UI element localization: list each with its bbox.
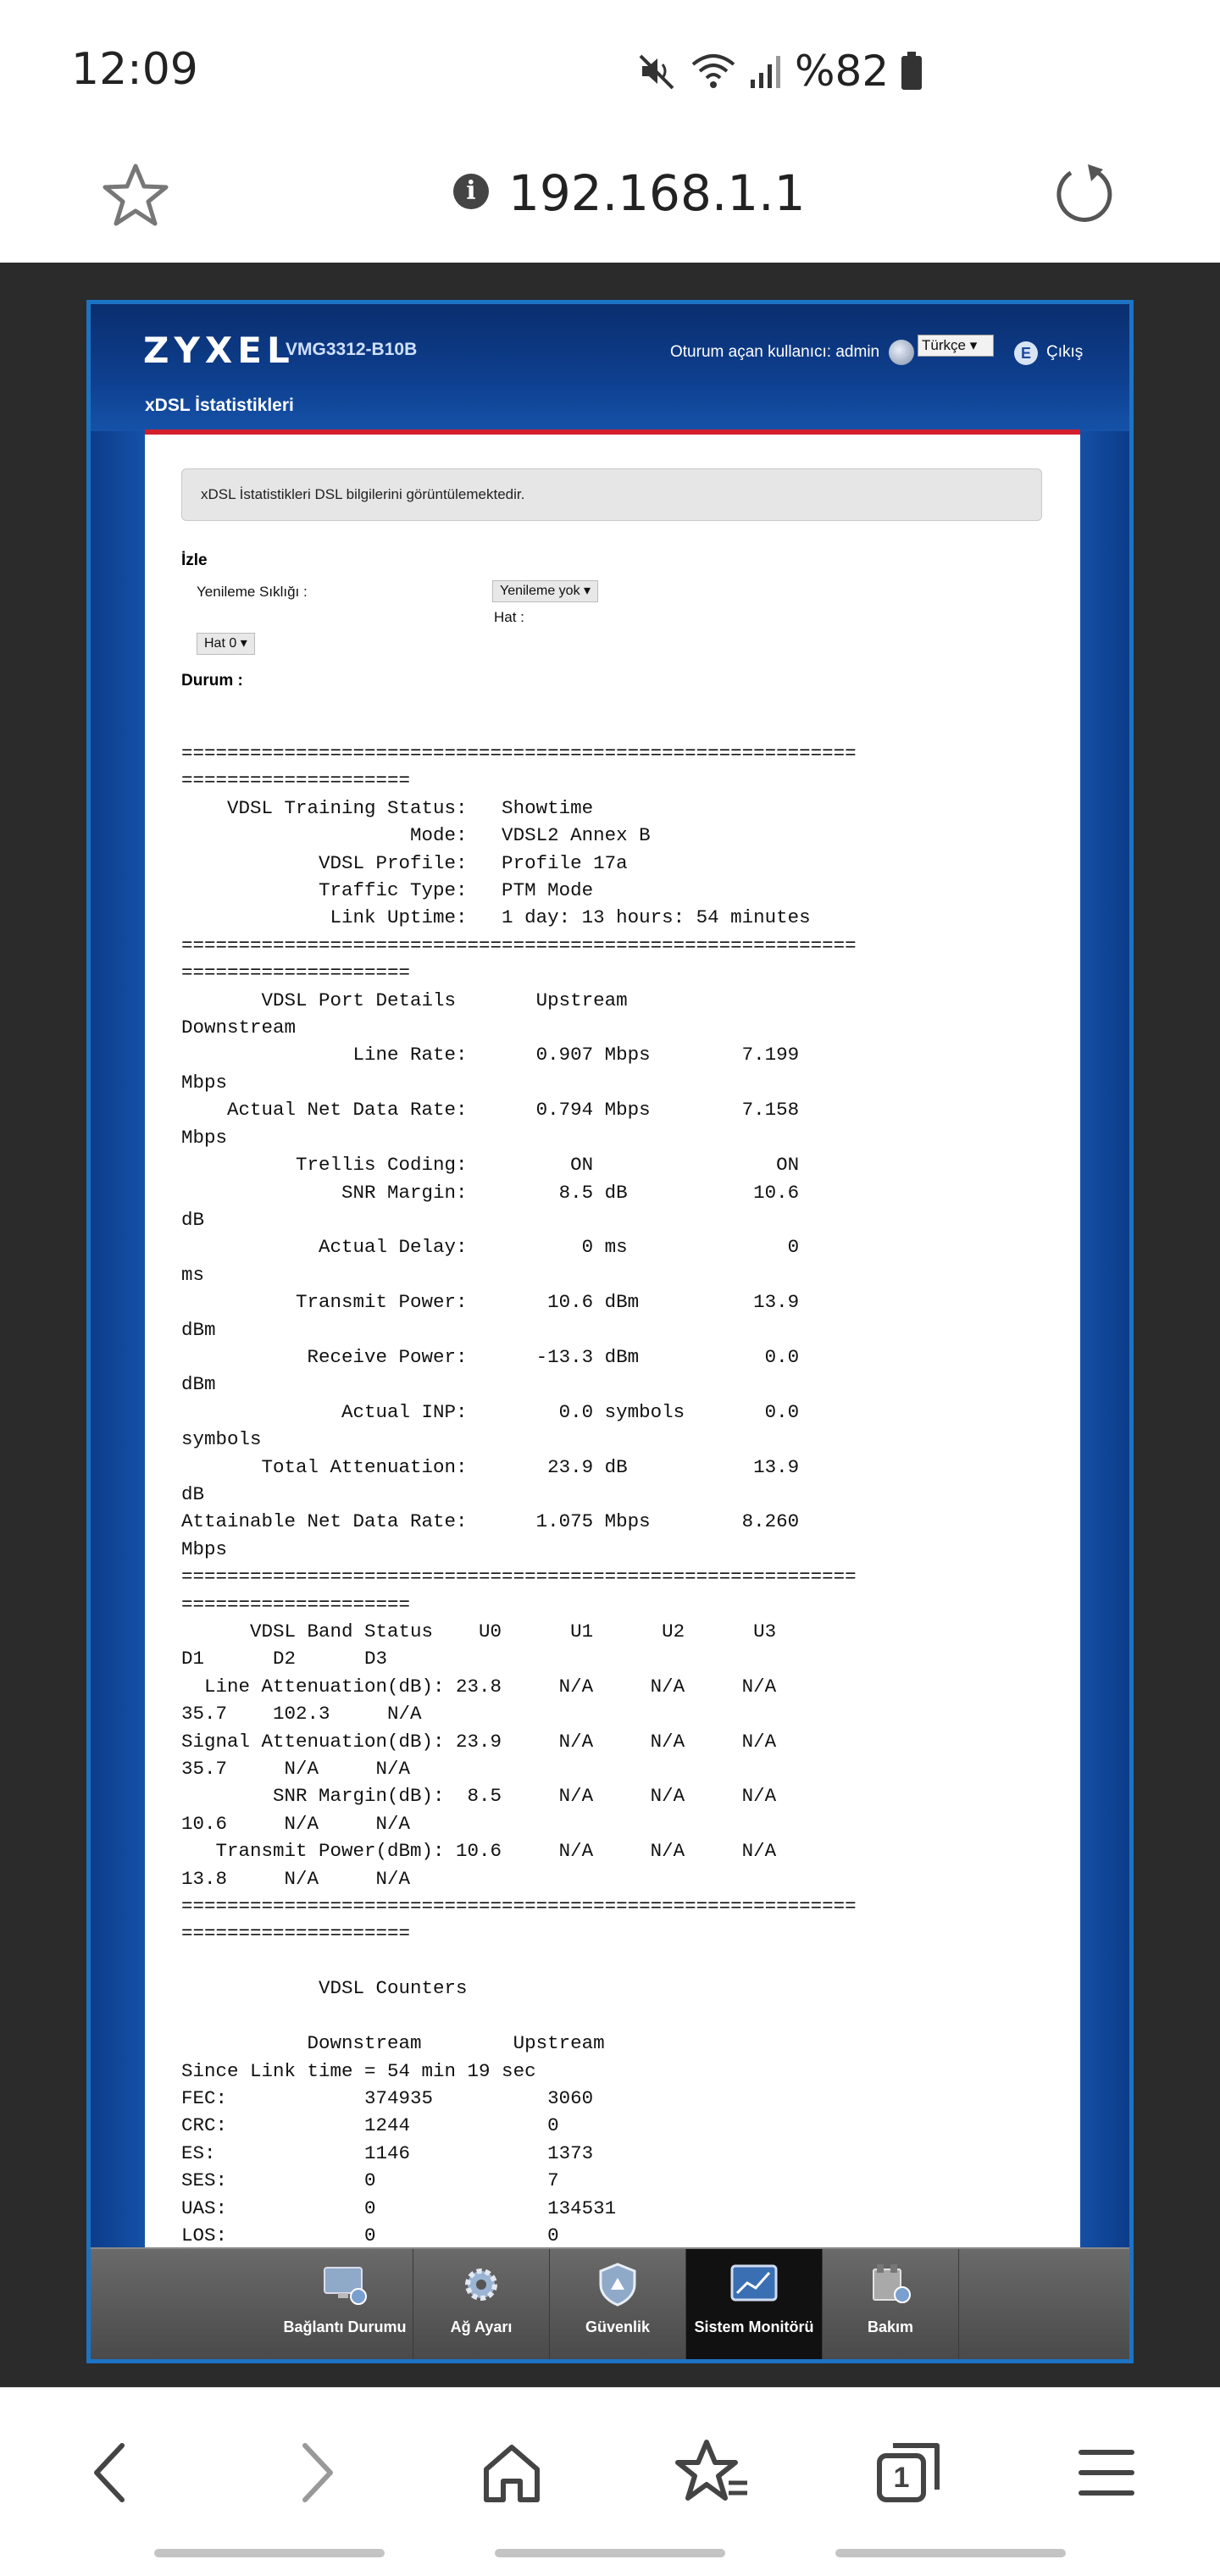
reload-icon[interactable] bbox=[1051, 161, 1118, 229]
status-section-title: Durum : bbox=[181, 672, 243, 690]
nav-label: Bağlantı Durumu bbox=[283, 2318, 407, 2335]
line-value: Hat 0 bbox=[204, 636, 237, 651]
site-info-icon[interactable]: i bbox=[453, 174, 489, 209]
gesture-handle bbox=[835, 2549, 1066, 2557]
menu-icon[interactable] bbox=[1064, 2430, 1149, 2515]
chevron-down-icon: ▾ bbox=[584, 584, 591, 598]
url-field[interactable]: 192.168.1.1 bbox=[508, 164, 806, 222]
signal-icon bbox=[749, 51, 783, 91]
monitor-icon bbox=[321, 2261, 369, 2308]
battery-percent: %82 bbox=[795, 47, 890, 96]
nav-system-monitor[interactable] bbox=[686, 2249, 823, 2359]
status-time: 12:09 bbox=[71, 44, 198, 95]
chevron-down-icon: ▾ bbox=[969, 337, 978, 353]
chevron-down-icon: ▾ bbox=[240, 636, 247, 651]
nav-label: Bakım bbox=[867, 2318, 914, 2335]
bookmarks-icon[interactable] bbox=[669, 2430, 754, 2515]
status-bar bbox=[0, 0, 1220, 136]
content-panel bbox=[145, 429, 1080, 2357]
language-value: Türkçe bbox=[922, 337, 966, 353]
back-icon[interactable] bbox=[69, 2430, 154, 2515]
tools-icon bbox=[867, 2261, 914, 2308]
monitor-section-title: İzle bbox=[181, 551, 208, 569]
page-title: xDSL İstatistikleri bbox=[145, 396, 294, 415]
globe-icon bbox=[889, 340, 914, 365]
web-content bbox=[0, 263, 1220, 2387]
refresh-rate-select[interactable] bbox=[492, 580, 598, 602]
router-nav bbox=[91, 2247, 1129, 2359]
wifi-icon bbox=[690, 51, 737, 91]
forward-icon[interactable] bbox=[273, 2430, 358, 2515]
logout-link[interactable]: Çıkış bbox=[1046, 343, 1084, 361]
nav-security[interactable] bbox=[550, 2249, 686, 2359]
mute-icon bbox=[637, 51, 678, 91]
nav-maintenance[interactable] bbox=[823, 2249, 959, 2359]
status-icons bbox=[637, 46, 923, 97]
line-label: Hat : bbox=[494, 609, 524, 625]
xdsl-status-output: =========================================================== ==================== VDSL Training Status: Showtime Mode: VDSL2 Annex B VDSL Profile: Profile 17a Traffic Type: PTM Mode Link Uptime: 1 day: 13 hours: 54 minutes =========================================================== ==================== VDSL Port Details Upstream Downstream Line Rate: 0.907 Mbps 7.199 Mbps Actual Net Data Rate: 0.794 Mbps 7.158 Mbps Trellis Coding: ON ON SNR Margin: 8.5 dB 10.6 dB Actual Delay: 0 ms 0 ms Transmit Power: 10.6 dBm 13.9 dBm Receive Power: -13.3 dBm 0.0 dBm Actual INP: 0.0 symbols 0.0 symbols Total Attenuation: 23.9 dB 13.9 dB Attainable Net Data Rate: 1.075 Mbps 8.260 Mbps =========================================================== ==================== VDSL Band Status U0 U1 U2 U3 D1 D2 D3 Line Attenuation(dB): 23.8 N/A N/A N/A 35.7 102.3 N/A Signal Attenuation(dB): 23.9 N/A N/A N/A 35.7 N/A N/A SNR Margin(dB): 8.5 N/A N/A N/A 10.6 N/A N/A Transmit Power(dBm): 10.6 N/A N/A N/A 13.8 N/A N/A =========================================================== ==================== VDSL Counters Downstream Upstream Since Link time = 54 min 19 sec FEC: 374935 3060 CRC: 1244 0 ES: 1146 1373 SES: 0 7 UAS: 0 134531 LOS: 0 0 bbox=[181, 742, 857, 2246]
line-select[interactable] bbox=[197, 633, 255, 655]
nav-network-settings[interactable] bbox=[413, 2249, 550, 2359]
router-frame bbox=[86, 300, 1134, 2363]
logged-user-label: Oturum açan kullanıcı: admin bbox=[670, 343, 880, 361]
brand-logo: ZYXEL bbox=[143, 330, 295, 371]
tab-count: 1 bbox=[893, 2462, 910, 2494]
router-header bbox=[91, 304, 1129, 431]
address-bar bbox=[0, 136, 1220, 263]
shield-icon bbox=[594, 2261, 641, 2308]
battery-icon bbox=[901, 52, 923, 91]
chart-icon bbox=[730, 2261, 778, 2308]
refresh-rate-value: Yenileme yok bbox=[500, 584, 580, 598]
nav-label: Sistem Monitörü bbox=[694, 2318, 814, 2335]
nav-label: Güvenlik bbox=[585, 2318, 651, 2335]
home-icon[interactable] bbox=[469, 2430, 554, 2515]
gesture-handle bbox=[154, 2549, 385, 2557]
browser-toolbar bbox=[0, 2387, 1220, 2576]
gear-icon bbox=[458, 2261, 505, 2308]
gesture-handle bbox=[495, 2549, 725, 2557]
nav-label: Ağ Ayarı bbox=[450, 2318, 513, 2335]
info-notice: xDSL İstatistikleri DSL bilgilerini görüntülemektedir. bbox=[181, 468, 1042, 521]
language-select[interactable] bbox=[918, 335, 994, 357]
model-name: VMG3312-B10B bbox=[286, 340, 418, 359]
refresh-rate-label: Yenileme Sıklığı : bbox=[197, 584, 308, 600]
bookmark-star-icon[interactable] bbox=[102, 161, 169, 229]
tabs-button[interactable] bbox=[866, 2430, 951, 2515]
nav-connection-status[interactable] bbox=[277, 2249, 413, 2359]
logout-icon[interactable]: E bbox=[1014, 341, 1038, 365]
